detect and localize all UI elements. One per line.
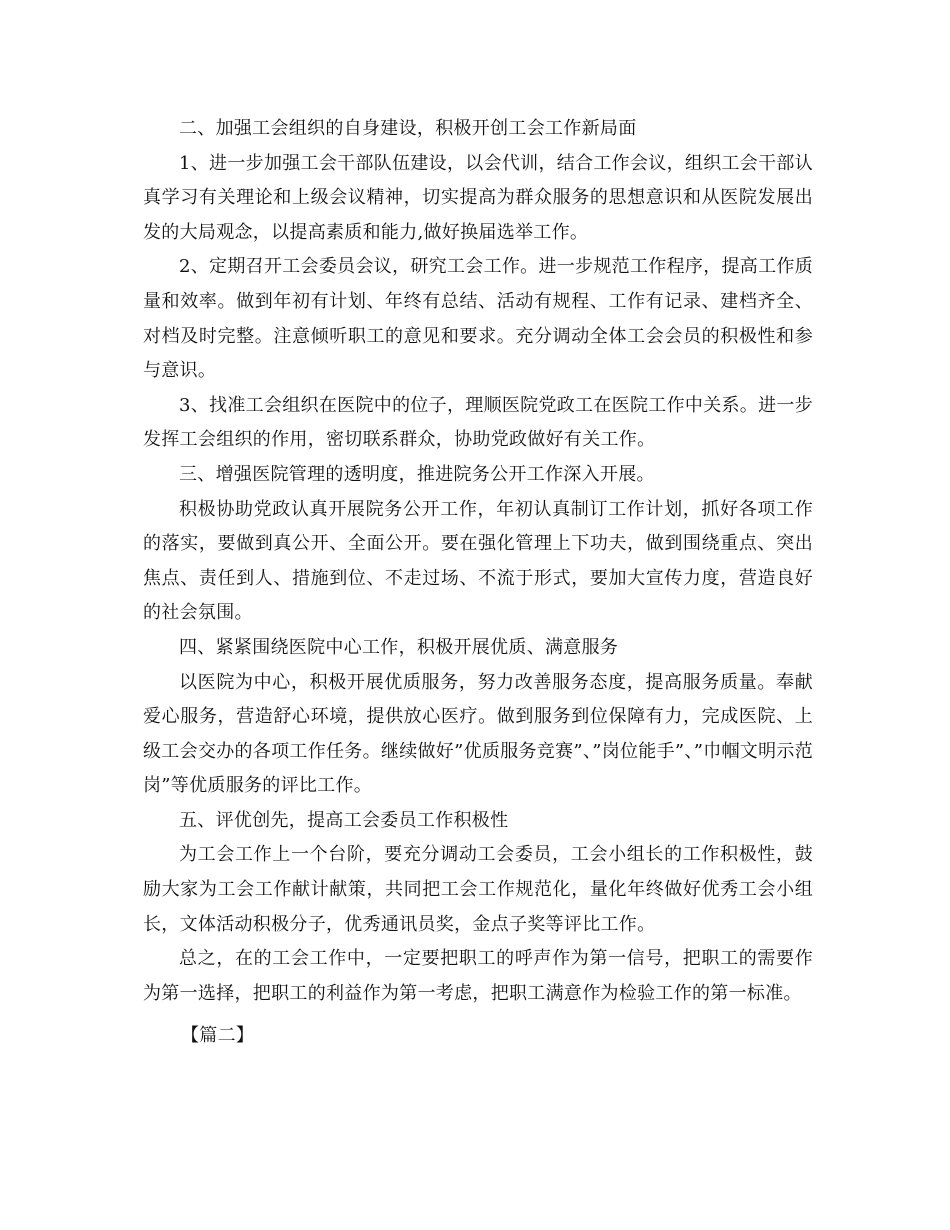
heading-section-five: 五、评优创先，提高工会委员工作积极性 bbox=[179, 809, 509, 831]
heading-section-three: 三、增强医院管理的透明度，推进院务公开工作深入开展。 bbox=[179, 463, 655, 485]
paragraph-section-five: 为工会工作上一个台阶，要充分调动工会委员，工会小组长的工作积极性，鼓励大家为工会工作献计献策，共同把工会工作规范化，量化年终做好优秀工会小组长，文体活动积极分子，优秀通讯员奖，金点子奖等评比工作。 bbox=[143, 844, 813, 935]
paragraph-item-2: 2、定期召开工会委员会议，研究工会工作。进一步规范工作程序，提高工作质量和效率。做到年初有计划、年终有总结、活动有规程、工作有记录、建档齐全、对档及时完整。注意倾听职工的意见和要求。充分调动全体工会会员的积极性和参与意识。 bbox=[143, 256, 813, 382]
paragraph-item-1: 1、进一步加强工会干部队伍建设，以会代训，结合工作会议，组织工会干部认真学习有关理论和上级会议精神，切实提高为群众服务的思想意识和从医院发展出发的大局观念，以提高素质和能力,做好换届选举工作。 bbox=[143, 152, 813, 243]
section-label-part-two: 【篇二】 bbox=[181, 1025, 255, 1047]
paragraph-section-three: 积极协助党政认真开展院务公开工作，年初认真制订工作计划，抓好各项工作的落实，要做到真公开、全面公开。要在强化管理上下功夫，做到围绕重点、突出焦点、责任到人、措施到位、不走过场、不流于形式，要加大宣传力度，营造良好的社会氛围。 bbox=[143, 498, 813, 624]
document-body bbox=[143, 112, 813, 1054]
heading-section-four: 四、紧紧围绕医院中心工作，积极开展优质、满意服务 bbox=[179, 636, 619, 658]
paragraph-item-3: 3、找准工会组织在医院中的位子，理顺医院党政工在医院工作中关系。进一步发挥工会组织的作用，密切联系群众，协助党政做好有关工作。 bbox=[143, 394, 813, 451]
heading-section-two: 二、加强工会组织的自身建设，积极开创工会工作新局面 bbox=[179, 118, 637, 139]
paragraph-conclusion: 总之，在的工会工作中，一定要把职工的呼声作为第一信号，把职工的需要作为第一选择，把职工的利益作为第一考虑，把职工满意作为检验工作的第一标准。 bbox=[143, 948, 813, 1004]
paragraph-section-four: 以医院为中心，积极开展优质服务，努力改善服务态度，提高服务质量。奉献爱心服务，营造舒心环境，提供放心医疗。做到服务到位保障有力，完成医院、上级工会交办的各项工作任务。继续做好”优质服务竞赛”、”岗位能手”、”巾帼文明示范岗”等优质服务的评比工作。 bbox=[143, 671, 814, 797]
